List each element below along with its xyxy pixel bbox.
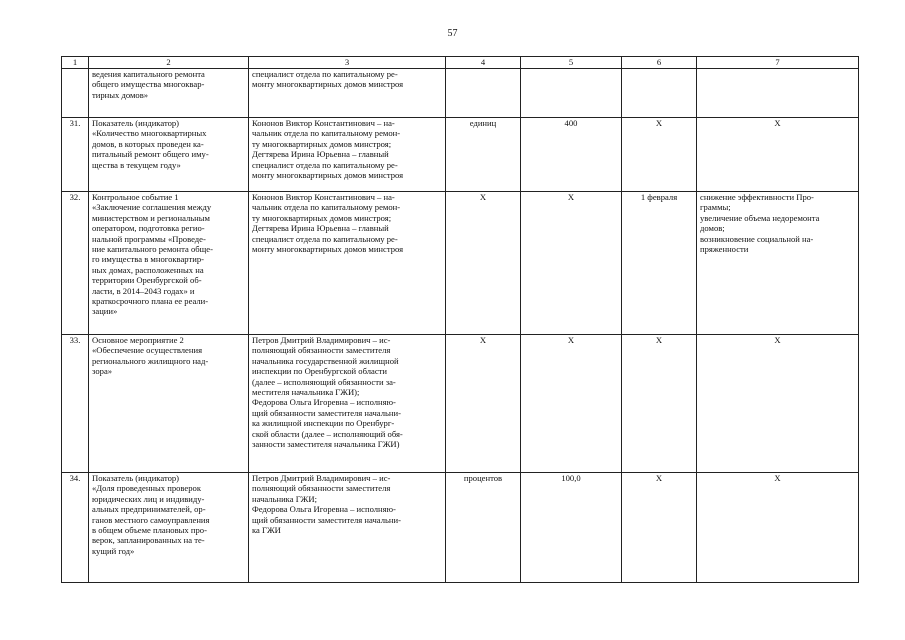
table-row (62, 192, 859, 335)
table-row (62, 69, 859, 118)
value-cell: 400 (521, 118, 622, 192)
column-header: 6 (622, 57, 697, 69)
row-number: 33. (62, 335, 89, 473)
date-cell: 1 февраля (622, 192, 697, 335)
unit-cell: Х (446, 192, 521, 335)
column-header: 1 (62, 57, 89, 69)
event-name-cell: Показатель (индикатор) «Доля проведенных проверок юридических лиц и индивиду- альных предпринимателей, ор- ганов местного самоуправления в общем объеме плановых про- верок, запланированных на те- кущий год» (89, 473, 249, 583)
table-row (62, 473, 859, 583)
column-header: 7 (697, 57, 859, 69)
event-name-cell: Основное мероприятие 2 «Обеспечение осуществления регионального жилищного над- зора» (89, 335, 249, 473)
value-cell: 100,0 (521, 473, 622, 583)
unit-cell: Х (446, 335, 521, 473)
risks-cell (697, 69, 859, 118)
column-header: 3 (249, 57, 446, 69)
risks-cell: снижение эффективности Про- граммы; увеличение объема недоремонта домов; возникновение социальной на- пряженности (697, 192, 859, 335)
risks-cell: Х (697, 335, 859, 473)
responsible-cell: специалист отдела по капитальному ре- монту многоквартирных домов минстроя (249, 69, 446, 118)
event-name-cell: Контрольное событие 1 «Заключение соглашения между министерством и региональным оператором, подготовка регио- нальной программы «Проведе- ние капитального ремонта обще- го имущества в многоквартир- ных домах, расположенных на территории Оренбургской об- ласти, в 2014–2043 годах» и краткосрочного плана ее реали- зации» (89, 192, 249, 335)
responsible-cell: Петров Дмитрий Владимирович – ис- полняющий обязанности заместителя начальника ГЖИ; Федорова Ольга Игоревна – исполняю- щий обязанности заместителя начальни- ка ГЖИ (249, 473, 446, 583)
unit-cell: процентов (446, 473, 521, 583)
event-name-cell: ведения капитального ремонта общего имущества многоквар- тирных домов» (89, 69, 249, 118)
responsible-cell: Кононов Виктор Константинович – на- чальник отдела по капитальному ремон- ту многоквартирных домов минстроя; Дегтярева Ирина Юрьевна – главный специалист отдела по капитальному ре- монту многоквартирных домов минстроя (249, 118, 446, 192)
date-cell: Х (622, 473, 697, 583)
value-cell: Х (521, 192, 622, 335)
event-name-cell: Показатель (индикатор) «Количество многоквартирных домов, в которых проведен ка- питальный ремонт общего иму- щества в текущем году» (89, 118, 249, 192)
row-number: 34. (62, 473, 89, 583)
responsible-cell: Петров Дмитрий Владимирович – ис- полняющий обязанности заместителя начальника государственной жилищной инспекции по Оренбургской области (далее – исполняющий обязанности за- местителя начальника ГЖИ); Федорова Ольга Игоревна – исполняю- щий обязанности заместителя начальни- ка жилищной инспекции по Оренбург- ской области (далее – исполняющий обя- занности заместителя начальника ГЖИ) (249, 335, 446, 473)
date-cell (622, 69, 697, 118)
date-cell: Х (622, 335, 697, 473)
column-header: 5 (521, 57, 622, 69)
unit-cell (446, 69, 521, 118)
column-header: 4 (446, 57, 521, 69)
unit-cell: единиц (446, 118, 521, 192)
table-row (62, 335, 859, 473)
value-cell: Х (521, 335, 622, 473)
row-number: 31. (62, 118, 89, 192)
risks-cell: Х (697, 473, 859, 583)
row-number: 32. (62, 192, 89, 335)
data-table (61, 56, 859, 583)
page-number: 57 (447, 28, 458, 39)
value-cell (521, 69, 622, 118)
column-header: 2 (89, 57, 249, 69)
row-number (62, 69, 89, 118)
table-row (62, 118, 859, 192)
risks-cell: Х (697, 118, 859, 192)
responsible-cell: Кононов Виктор Константинович – на- чальник отдела по капитальному ремон- ту многоквартирных домов минстроя; Дегтярева Ирина Юрьевна – главный специалист отдела по капитальному ре- монту многоквартирных домов минстроя (249, 192, 446, 335)
date-cell: Х (622, 118, 697, 192)
table-header-row (62, 57, 859, 69)
